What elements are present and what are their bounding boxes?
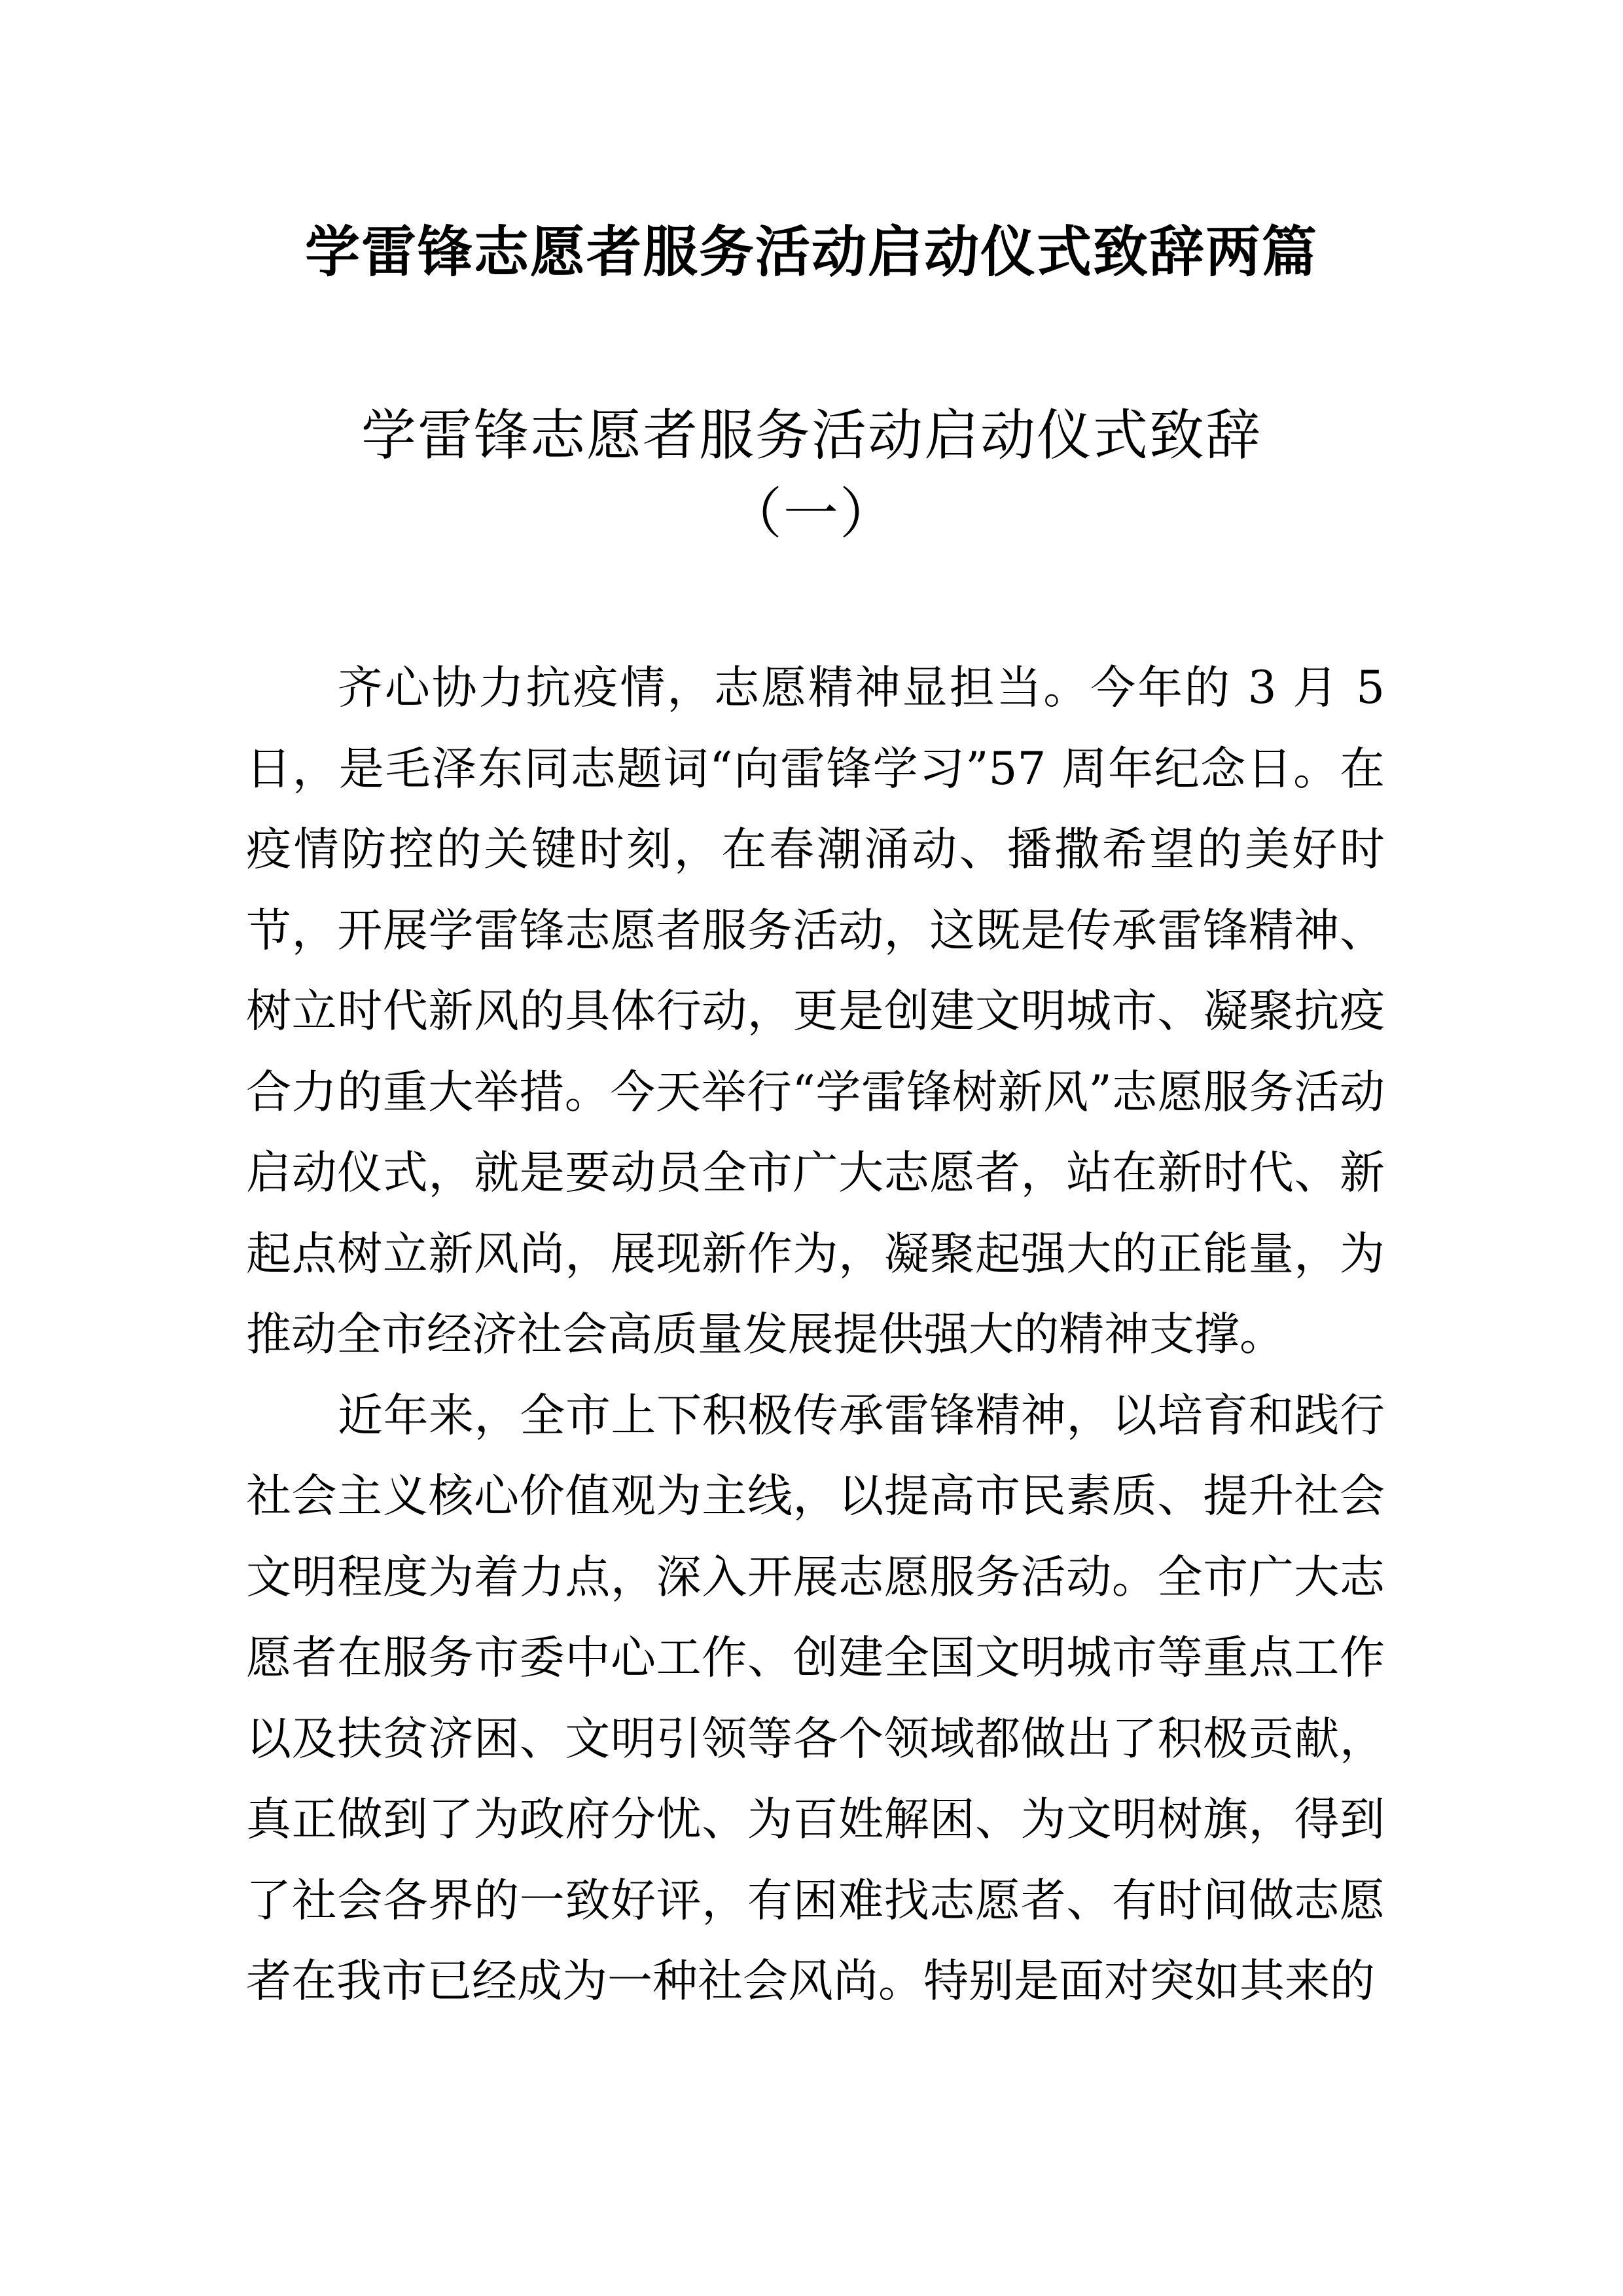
document-title: 学雷锋志愿者服务活动启动仪式致辞两篇 (304, 220, 1318, 284)
section-number: （一） (726, 482, 896, 546)
section-heading-line: 学雷锋志愿者服务活动启动仪式致辞 (361, 403, 1262, 467)
paragraph: 近年来，全市上下积极传承雷锋精神，以培育和践行社会主义核心价值观为主线，以提高市民素质、提升社会文明程度为着力点，深入开展志愿服务活动。全市广大志愿者在服务市委中心工作、创建全国文明城市等重点工作以及扶贫济困、文明引领等各个领域都做出了积极贡献，真正做到了为政府分忧、为百姓解困、为文明树旗，得到了社会各界的一致好评，有困难找志愿者、有时间做志愿者在我市已经成为一种社会风尚。特别是面对突如其来的 (246, 1389, 1385, 2007)
paragraph: 齐心协力抗疫情，志愿精神显担当。今年的 3 月 5 日，是毛泽东同志题词“向雷锋学习”57 周年纪念日。在疫情防控的关键时刻，在春潮涌动、播撒希望的美好时节，开展学雷锋志愿者服务活动，这既是传承雷锋精神、树立时代新风的具体行动，更是创建文明城市、凝聚抗疫合力的重大举措。今天举行“学雷锋树新风”志愿服务活动启动仪式，就是要动员全市广大志愿者，站在新时代、新起点树立新风尚，展现新作为，凝聚起强大的正能量，为推动全市经济社会高质量发展提供强大的精神支撑。 (246, 662, 1385, 1361)
section-heading (0, 396, 1623, 553)
body-text (246, 648, 1385, 2022)
